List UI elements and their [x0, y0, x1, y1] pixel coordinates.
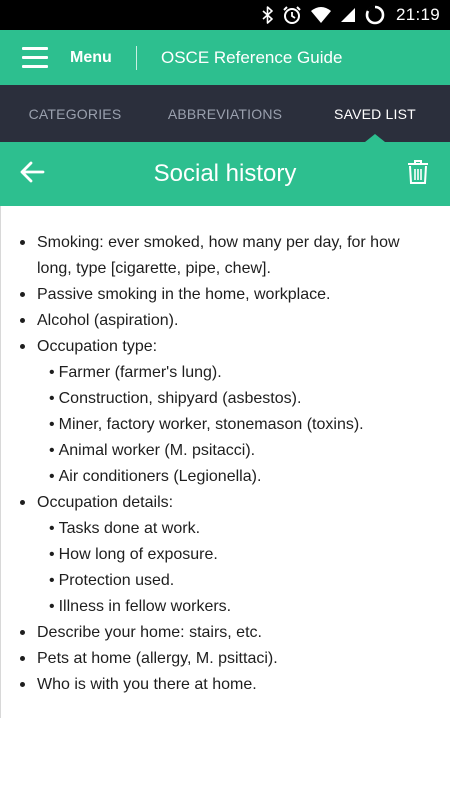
sub-list-item	[37, 568, 430, 594]
hamburger-menu-icon[interactable]	[0, 30, 70, 85]
sub-list-item-text: Air conditioners (Legionella).	[58, 468, 262, 485]
clock-time: 21:19	[395, 5, 440, 24]
tab-saved-list[interactable]	[300, 85, 450, 142]
sub-list-item	[37, 438, 430, 464]
menu-label[interactable]: Menu	[70, 48, 112, 66]
list-item	[20, 646, 430, 672]
sub-list-item	[37, 360, 430, 386]
wifi-icon	[310, 0, 332, 30]
tab-categories[interactable]	[0, 85, 150, 142]
sub-bullet: •	[49, 416, 55, 433]
list-item-text: Smoking: ever smoked, how many per day, for how long, type [cigarette, pipe, chew].	[37, 234, 400, 277]
tab-abbreviations[interactable]	[150, 85, 300, 142]
sub-list-item	[37, 516, 430, 542]
sub-list	[37, 516, 430, 620]
section-header	[0, 142, 450, 206]
sub-list-item-text: Miner, factory worker, stonemason (toxins).	[58, 416, 364, 433]
status-bar	[0, 0, 450, 30]
sub-bullet: •	[49, 468, 55, 485]
sub-list-item-text: Protection used.	[58, 572, 175, 589]
list-item	[20, 308, 430, 334]
sub-bullet: •	[49, 598, 55, 615]
list-item-text: Occupation details:	[37, 494, 174, 511]
sub-bullet: •	[49, 520, 55, 537]
tab-label: SAVED LIST	[334, 105, 416, 122]
sub-list-item	[37, 386, 430, 412]
sub-bullet: •	[49, 546, 55, 563]
list-item-text: Pets at home (allergy, M. psittaci).	[37, 650, 278, 667]
sub-bullet: •	[49, 572, 55, 589]
note-content	[0, 206, 450, 718]
sub-list-item-text: Farmer (farmer's lung).	[58, 364, 222, 381]
tab-bar	[0, 85, 450, 142]
sub-list-item	[37, 412, 430, 438]
list-item-text: Alcohol (aspiration).	[37, 312, 179, 329]
sub-list-item-text: Construction, shipyard (asbestos).	[58, 390, 302, 407]
list-item	[20, 490, 430, 620]
page-title: Social history	[153, 160, 297, 187]
back-arrow-icon	[19, 161, 45, 188]
app-bar-divider	[136, 46, 137, 70]
app-bar	[0, 30, 450, 85]
app-title: OSCE Reference Guide	[161, 47, 343, 67]
sub-list-item	[37, 594, 430, 620]
list-item-text: Passive smoking in the home, workplace.	[37, 286, 331, 303]
sub-list-item-text: Tasks done at work.	[58, 520, 201, 537]
list-item-text: Occupation type:	[37, 338, 158, 355]
sub-bullet: •	[49, 442, 55, 459]
back-button[interactable]	[0, 142, 64, 206]
active-tab-indicator	[365, 134, 385, 142]
sub-list	[37, 360, 430, 490]
sub-bullet: •	[49, 390, 55, 407]
alarm-icon	[282, 0, 302, 30]
sub-list-item-text: Illness in fellow workers.	[58, 598, 232, 615]
sub-bullet: •	[49, 364, 55, 381]
signal-icon	[340, 0, 356, 30]
list-item-text: Who is with you there at home.	[37, 676, 257, 693]
delete-button[interactable]	[386, 142, 450, 206]
sub-list-item-text: Animal worker (M. psitacci).	[58, 442, 256, 459]
tab-label: ABBREVIATIONS	[167, 105, 283, 122]
list-item	[20, 230, 430, 282]
sub-list-item	[37, 542, 430, 568]
list-item	[20, 672, 430, 698]
trash-icon	[407, 159, 429, 190]
list-item	[20, 620, 430, 646]
list-item	[20, 334, 430, 490]
sub-list-item	[37, 464, 430, 490]
battery-icon	[364, 0, 386, 30]
tab-label: CATEGORIES	[28, 105, 122, 122]
bluetooth-icon	[262, 0, 274, 30]
bullet-list	[20, 230, 430, 698]
list-item	[20, 282, 430, 308]
list-item-text: Describe your home: stairs, etc.	[37, 624, 262, 641]
sub-list-item-text: How long of exposure.	[58, 546, 218, 563]
